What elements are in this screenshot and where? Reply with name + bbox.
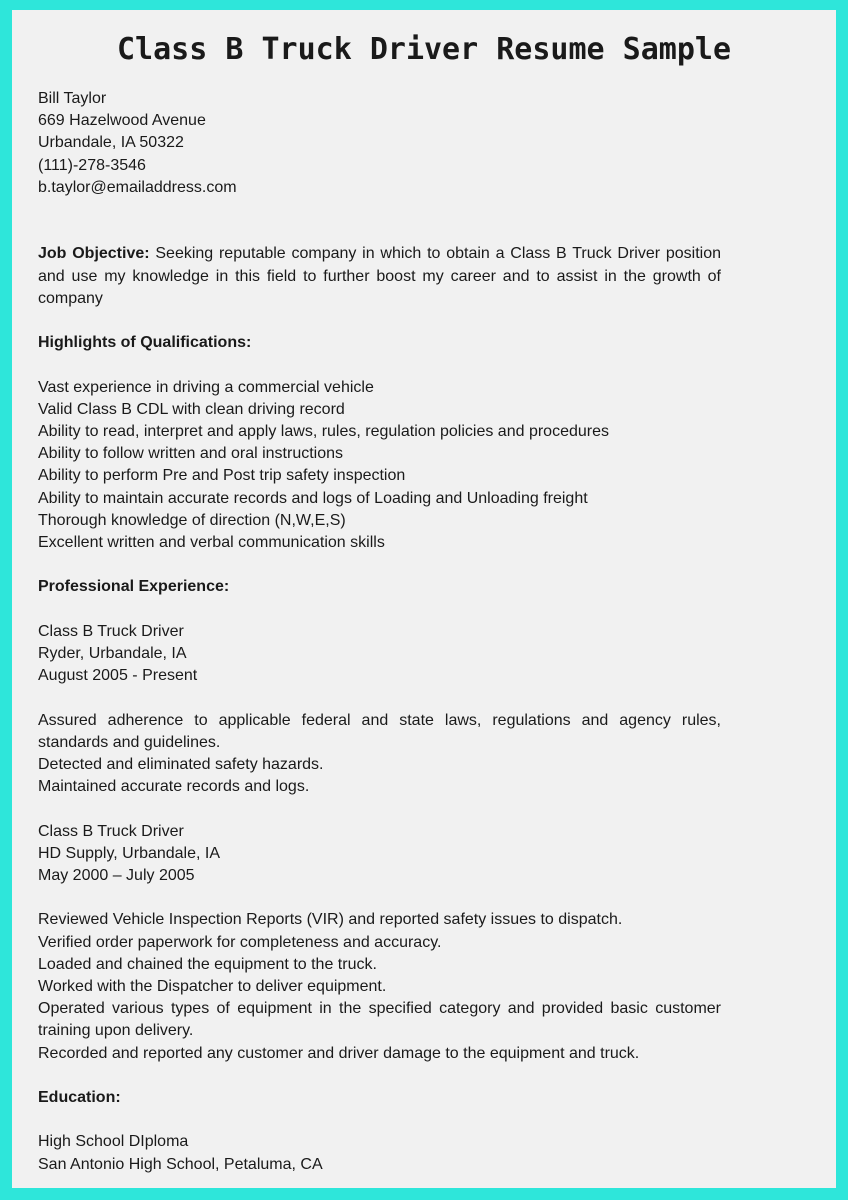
list-item: Valid Class B CDL with clean driving record xyxy=(38,400,345,418)
list-item: Ability to follow written and oral instructions xyxy=(38,445,344,463)
contact-city: Urbandale, IA 50322 xyxy=(38,134,184,152)
qualifications-heading: Highlights of Qualifications: xyxy=(38,334,252,352)
list-item: Ability to maintain accurate records and logs of Loading and Unloading freight xyxy=(38,489,588,507)
job-duty: Verified order paperwork for completeness and accuracy. xyxy=(38,933,442,951)
qualifications-list xyxy=(38,377,721,555)
job-duty: Detected and eliminated safety hazards. xyxy=(38,756,324,773)
page-title: Class B Truck Driver Resume Sample xyxy=(116,32,732,67)
list-item: Ability to perform Pre and Post trip safety inspection xyxy=(38,467,406,485)
job-duty: Operated various types of equipment in the specified category and provided basic customer training upon delivery. xyxy=(38,1000,721,1040)
job-objective xyxy=(38,243,721,310)
job-duty: Worked with the Dispatcher to deliver equipment. xyxy=(38,978,387,995)
contact-phone: (111)-278-3546 xyxy=(38,156,146,174)
resume-page xyxy=(12,10,836,1188)
job-duty: Assured adherence to applicable federal and state laws, regulations and agency rules, standards and guidelines. xyxy=(38,711,721,751)
job-duty: Recorded and reported any customer and driver damage to the equipment and truck. xyxy=(38,1044,640,1062)
contact-block xyxy=(38,88,721,199)
job-duty: Loaded and chained the equipment to the truck. xyxy=(38,955,377,973)
job-duty: Reviewed Vehicle Inspection Reports (VIR) and reported safety issues to dispatch. xyxy=(38,911,623,929)
job-dates: May 2000 – July 2005 xyxy=(38,867,195,884)
objective-label: Job Objective: xyxy=(38,245,150,263)
experience-heading: Professional Experience: xyxy=(38,578,230,596)
list-item: Thorough knowledge of direction (N,W,E,S) xyxy=(38,511,346,529)
list-item: Ability to read, interpret and apply laws, rules, regulation policies and procedures xyxy=(38,423,609,440)
resume-body xyxy=(38,88,721,1176)
contact-email: b.taylor@emailaddress.com xyxy=(38,178,237,196)
education-degree: High School DIploma xyxy=(38,1133,189,1151)
education-school: San Antonio High School, Petaluma, CA xyxy=(38,1155,323,1173)
contact-name: Bill Taylor xyxy=(38,90,107,107)
job-duty: Maintained accurate records and logs. xyxy=(38,778,310,796)
job-dates: August 2005 - Present xyxy=(38,667,198,685)
education-block xyxy=(38,1131,721,1175)
list-item: Vast experience in driving a commercial vehicle xyxy=(38,378,374,396)
job-entry-2 xyxy=(38,821,721,1065)
job-company: Ryder, Urbandale, IA xyxy=(38,645,187,662)
contact-street: 669 Hazelwood Avenue xyxy=(38,112,206,130)
objective-text: Seeking reputable company in which to obtain a Class B Truck Driver position and use my knowledge in this field to further boost my career and to assist in the growth of company xyxy=(38,245,722,307)
job-title: Class B Truck Driver xyxy=(38,822,184,840)
job-entry-1 xyxy=(38,621,721,799)
job-title: Class B Truck Driver xyxy=(38,622,184,640)
list-item: Excellent written and verbal communication skills xyxy=(38,534,385,552)
job-company: HD Supply, Urbandale, IA xyxy=(38,844,221,862)
education-heading: Education: xyxy=(38,1089,121,1106)
